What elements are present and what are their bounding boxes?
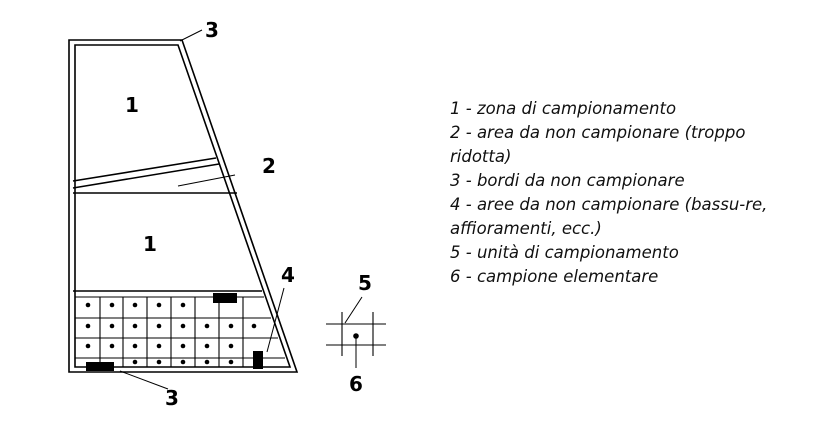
- label-zone-top: 1: [125, 93, 139, 117]
- unit-detail: [326, 297, 386, 368]
- legend-item-2: 2 - area da non campionare (troppo ridotta): [450, 123, 746, 166]
- label-border-bottom: 3: [165, 386, 179, 410]
- label-excluded: 4: [281, 263, 295, 287]
- label-unit: 5: [358, 271, 372, 295]
- legend-item-4: 4 - aree da non campionare (bassu-re, affioramenti, ecc.): [450, 195, 768, 238]
- legend: [450, 97, 810, 289]
- legend-item-3: 3 - bordi da non campionare: [450, 171, 685, 190]
- label-border-top: 3: [205, 18, 219, 42]
- legend-item-6: 6 - campione elementare: [450, 267, 659, 286]
- legend-item-5: 5 - unità di campionamento: [450, 243, 679, 262]
- leader-lines: [120, 30, 284, 389]
- grid-zone-divider: [73, 193, 262, 291]
- label-zone-middle: 1: [143, 232, 157, 256]
- label-strip: 2: [262, 154, 276, 178]
- field-outline: [69, 40, 297, 372]
- legend-item-1: 1 - zona di campionamento: [450, 99, 677, 118]
- strip-divider: [73, 158, 235, 188]
- label-sample: 6: [349, 372, 363, 396]
